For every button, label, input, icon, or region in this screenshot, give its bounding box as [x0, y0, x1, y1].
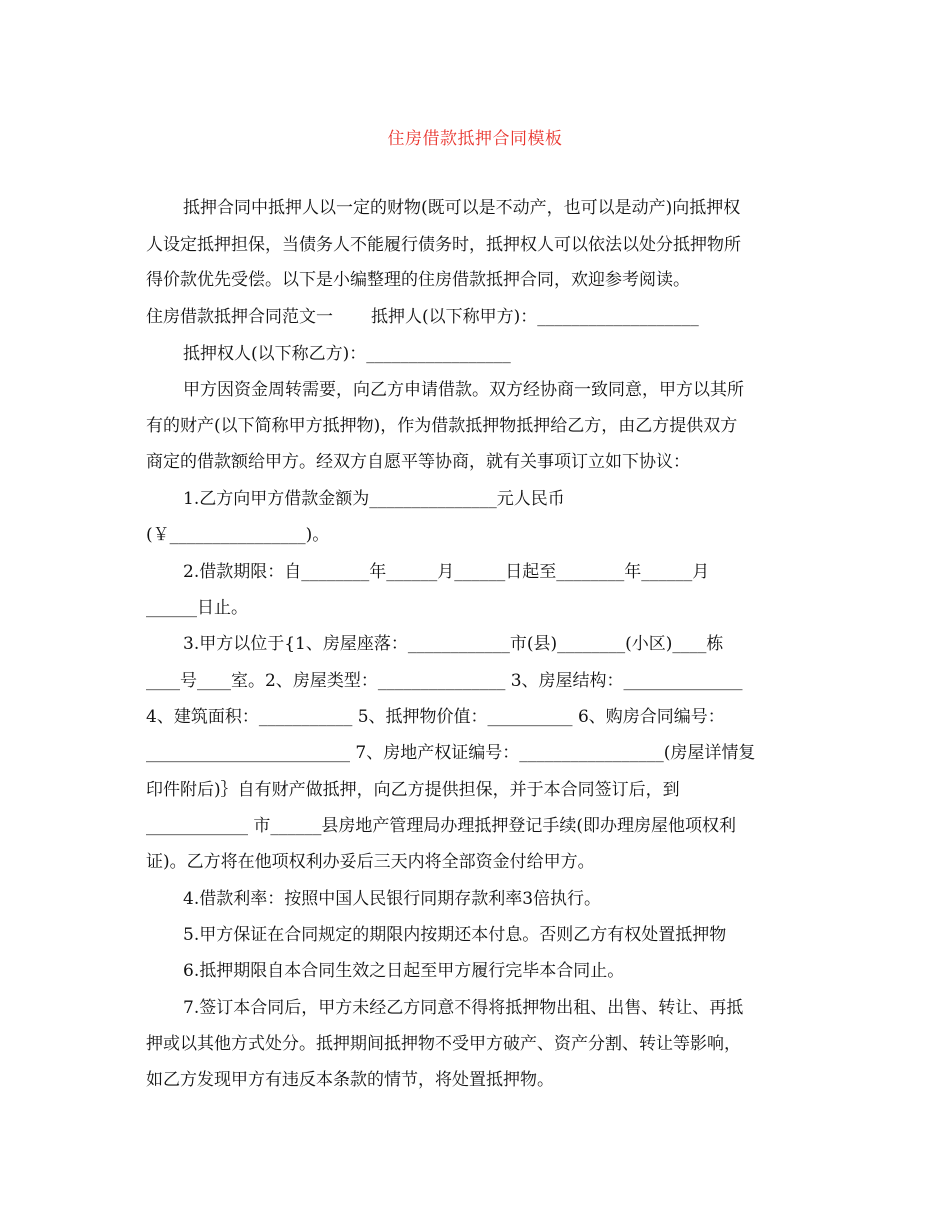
mortgagor-field: 抵押人(以下称甲方)：___________________	[371, 307, 699, 327]
clause-3-line-7: 证)。乙方将在他项权利办妥后三天内将全部资金付给甲方。	[146, 852, 595, 872]
sample-heading: 住房借款抵押合同范文一	[146, 307, 333, 327]
clause-1-line-1: 1.乙方向甲方借款金额为_______________元人民币	[183, 489, 565, 509]
mortgagee-field: 抵押权人(以下称乙方)：_________________	[183, 344, 511, 364]
clause-4: 4.借款利率：按照中国人民银行同期存款利率3倍执行。	[183, 889, 602, 909]
clause-3-line-1: 3.甲方以位于{1、房屋座落：____________市(县)________(小区)____栋	[183, 634, 724, 654]
intro-line-2: 人设定抵押担保，当债务人不能履行债务时，抵押权人可以依法以处分抵押物所	[146, 235, 741, 255]
preamble-line-3: 商定的借款额给甲方。经双方自愿平等协商，就有关事项订立如下协议：	[146, 452, 690, 472]
clause-1-line-2: (￥________________)。	[146, 525, 330, 545]
clause-7-line-2: 押或以其他方式处分。抵押期间抵押物不受甲方破产、资产分割、转让等影响，	[146, 1034, 741, 1054]
document-title: 住房借款抵押合同模板	[387, 129, 563, 149]
intro-line-3: 得价款优先受偿。以下是小编整理的住房借款抵押合同，欢迎参考阅读。	[146, 270, 690, 290]
sample-heading-row	[146, 306, 699, 328]
clause-3-line-3: 4、建筑面积：___________ 5、抵押物价值：__________ 6、购房合同编号：	[146, 707, 725, 727]
clause-2-line-1: 2.借款期限：自________年______月______日起至________年______月	[183, 562, 710, 582]
clause-3-line-6: ____________ 市______县房地产管理局办理抵押登记手续(即办理房屋他项权利	[146, 816, 737, 836]
clause-3-line-4: ________________________ 7、房地产权证编号：_________________(房屋详情复	[146, 743, 756, 763]
preamble-line-2: 有的财产(以下简称甲方抵押物)，作为借款抵押物抵押给乙方，由乙方提供双方	[146, 416, 738, 436]
preamble-line-1: 甲方因资金周转需要，向乙方申请借款。双方经协商一致同意，甲方以其所	[183, 380, 744, 400]
clause-3-line-5: 印件附后)｝自有财产做抵押，向乙方提供担保，并于本合同签订后，到	[146, 780, 680, 800]
clause-7-line-1: 7.签订本合同后，甲方未经乙方同意不得将抵押物出租、出售、转让、再抵	[183, 998, 744, 1018]
clause-2-line-2: ______日止。	[146, 598, 248, 618]
clause-3-line-2: ____号____室。2、房屋类型：_______________ 3、房屋结构：______________	[146, 671, 743, 691]
clause-6: 6.抵押期限自本合同生效之日起至甲方履行完毕本合同止。	[183, 961, 625, 981]
intro-line-1: 抵押合同中抵押人以一定的财物(既可以是不动产，也可以是动产)向抵押权	[183, 198, 741, 218]
clause-5: 5.甲方保证在合同规定的期限内按期还本付息。否则乙方有权处置抵押物	[183, 925, 727, 945]
clause-7-line-3: 如乙方发现甲方有违反本条款的情节，将处置抵押物。	[146, 1070, 554, 1090]
